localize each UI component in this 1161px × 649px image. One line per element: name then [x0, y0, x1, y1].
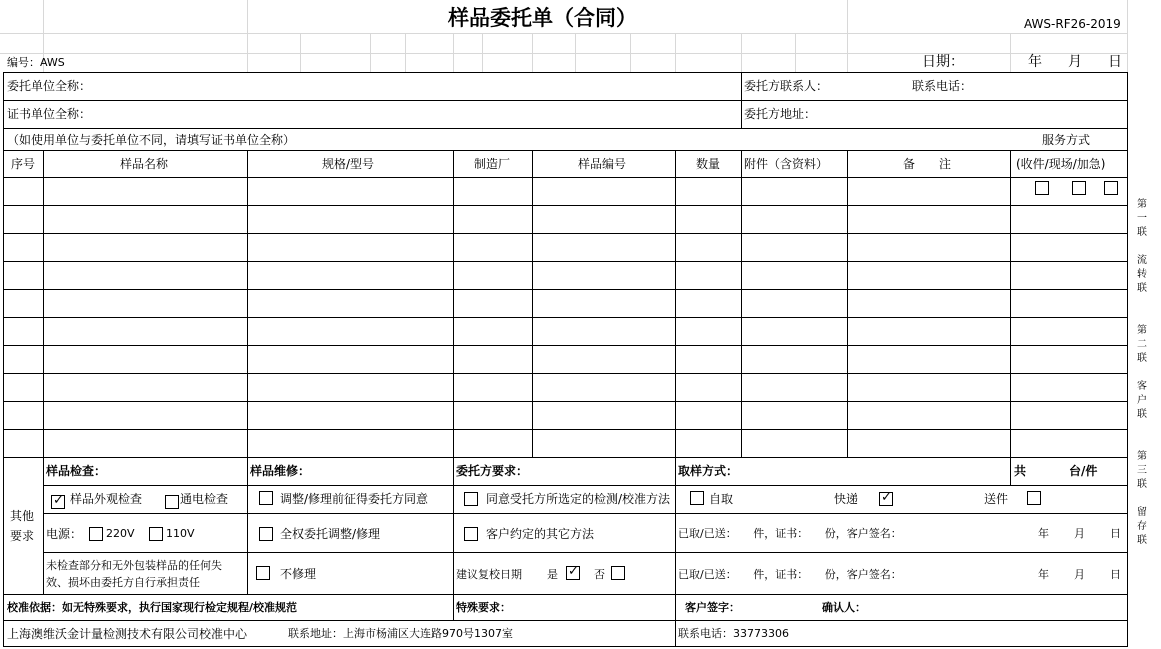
- repair-title: 样品维修：: [250, 464, 311, 478]
- company-name: 上海澳维沃金计量检测技术有限公司校准中心: [7, 627, 248, 641]
- disclaimer-line-1: 未检查部分和无外包装样品的任何失: [46, 559, 222, 572]
- client-contact-label[interactable]: 委托方联系人：: [744, 79, 829, 93]
- service-label: 服务方式: [1042, 133, 1091, 147]
- col-header-index: 序号: [11, 157, 36, 171]
- repair-none-label: 不修理: [280, 567, 317, 581]
- total-label: 共: [1014, 464, 1027, 478]
- v220-checkbox[interactable]: [89, 527, 103, 541]
- cert-unit-note: （如使用单位与委托单位不同，请填写证书单位全称）: [7, 133, 296, 147]
- other-label-2: 要求: [10, 529, 35, 543]
- taken-line-1: 已取/已送： 件，证书： 份，客户签名：: [678, 527, 902, 540]
- col-header-attachments: 附件（含资料）: [744, 157, 829, 171]
- taken-day-1: 日: [1110, 527, 1121, 540]
- repair-full-label: 全权委托调整/修理: [280, 527, 381, 541]
- form-title: 样品委托单（合同）: [448, 6, 637, 30]
- customer-sign-label: 客户签字：: [685, 601, 740, 614]
- inspection-title: 样品检查：: [46, 464, 107, 478]
- repair-consent-checkbox[interactable]: [259, 491, 273, 505]
- recheck-no-label: 否: [594, 568, 605, 581]
- company-address: 联系地址：上海市杨浦区大连路970号1307室: [288, 627, 513, 640]
- self-pickup-label: 自取: [709, 492, 734, 506]
- self-pickup-checkbox[interactable]: [690, 491, 704, 505]
- taken-year-2: 年: [1038, 568, 1049, 581]
- col-header-maker: 制造厂: [474, 157, 511, 171]
- taken-month-2: 月: [1074, 568, 1085, 581]
- delivery-checkbox[interactable]: [1027, 491, 1041, 505]
- service-urgent-checkbox[interactable]: [1104, 181, 1118, 195]
- appearance-check-checkbox[interactable]: [51, 495, 65, 509]
- repair-full-checkbox[interactable]: [259, 527, 273, 541]
- col-header-name: 样品名称: [120, 157, 169, 171]
- date-month: 月: [1068, 54, 1082, 70]
- recheck-label: 建议复校日期: [456, 568, 522, 581]
- cert-unit-label[interactable]: 证书单位全称：: [7, 107, 92, 121]
- recheck-yes-label: 是: [547, 568, 558, 581]
- client-address-label[interactable]: 委托方地址：: [744, 107, 817, 121]
- col-header-service: (收件/现场/加急): [1016, 157, 1106, 171]
- requirement-title: 委托方要求：: [456, 464, 529, 478]
- special-requirements-label: 特殊要求：: [456, 601, 511, 614]
- repair-consent-label: 调整/修理前征得委托方同意: [280, 492, 429, 506]
- power-label: 电源：: [46, 527, 83, 541]
- delivery-label: 送件: [984, 492, 1009, 506]
- power-on-check-checkbox[interactable]: [165, 495, 179, 509]
- agree-method-label: 同意受托方所选定的检测/校准方法: [486, 492, 671, 506]
- appearance-check-label: 样品外观检查: [70, 492, 143, 506]
- date-day: 日: [1108, 54, 1122, 70]
- number-label: 编号：AWS: [7, 56, 65, 69]
- service-receive-checkbox[interactable]: [1035, 181, 1049, 195]
- units-label: 台/件: [1069, 464, 1098, 478]
- other-method-checkbox[interactable]: [464, 527, 478, 541]
- client-unit-label[interactable]: 委托单位全称：: [7, 79, 92, 93]
- check-mark-icon: ✓: [53, 493, 64, 508]
- side-copy1: 第一联: [1137, 199, 1147, 238]
- service-onsite-checkbox[interactable]: [1072, 181, 1086, 195]
- col-header-sample-no: 样品编号: [578, 157, 627, 171]
- pickup-title: 取样方式：: [678, 464, 739, 478]
- taken-year-1: 年: [1038, 527, 1049, 540]
- date-year: 年: [1028, 54, 1042, 70]
- confirm-label: 确认人：: [822, 601, 866, 614]
- side-copy1-name: 流转联: [1137, 255, 1147, 294]
- company-phone: 联系电话：33773306: [678, 627, 789, 640]
- side-copy2-name: 客户联: [1137, 381, 1147, 420]
- check-mark-icon: ✓: [568, 564, 579, 579]
- client-phone-label[interactable]: 联系电话：: [912, 79, 973, 93]
- recheck-yes-checkbox[interactable]: [566, 566, 580, 580]
- v110-label: 110V: [166, 527, 195, 540]
- power-on-check-label: 通电检查: [180, 492, 229, 506]
- col-header-remarks: 备 注: [903, 157, 952, 171]
- side-copy3: 第三联: [1137, 451, 1147, 490]
- disclaimer-line-2: 效、损坏由委托方自行承担责任: [46, 576, 200, 589]
- taken-day-2: 日: [1110, 568, 1121, 581]
- repair-none-checkbox[interactable]: [256, 566, 270, 580]
- express-label: 快递: [834, 492, 859, 506]
- express-checkbox[interactable]: [879, 492, 893, 506]
- date-label: 日期：: [922, 54, 964, 70]
- v220-label: 220V: [106, 527, 135, 540]
- col-header-qty: 数量: [696, 157, 721, 171]
- recheck-no-checkbox[interactable]: [611, 566, 625, 580]
- other-label-1: 其他: [10, 509, 35, 523]
- side-copy3-name: 留存联: [1137, 507, 1147, 546]
- check-mark-icon: ✓: [881, 490, 892, 505]
- side-copy2: 第二联: [1137, 325, 1147, 364]
- col-header-model: 规格/型号: [322, 157, 375, 171]
- v110-checkbox[interactable]: [149, 527, 163, 541]
- form-code: AWS-RF26-2019: [1024, 17, 1121, 31]
- taken-month-1: 月: [1074, 527, 1085, 540]
- agree-method-checkbox[interactable]: [464, 492, 478, 506]
- other-method-label: 客户约定的其它方法: [486, 527, 595, 541]
- calibration-basis: 校准依据：如无特殊要求，执行国家现行检定规程/校准规范: [7, 601, 298, 614]
- taken-line-2: 已取/已送： 件，证书： 份，客户签名：: [678, 568, 902, 581]
